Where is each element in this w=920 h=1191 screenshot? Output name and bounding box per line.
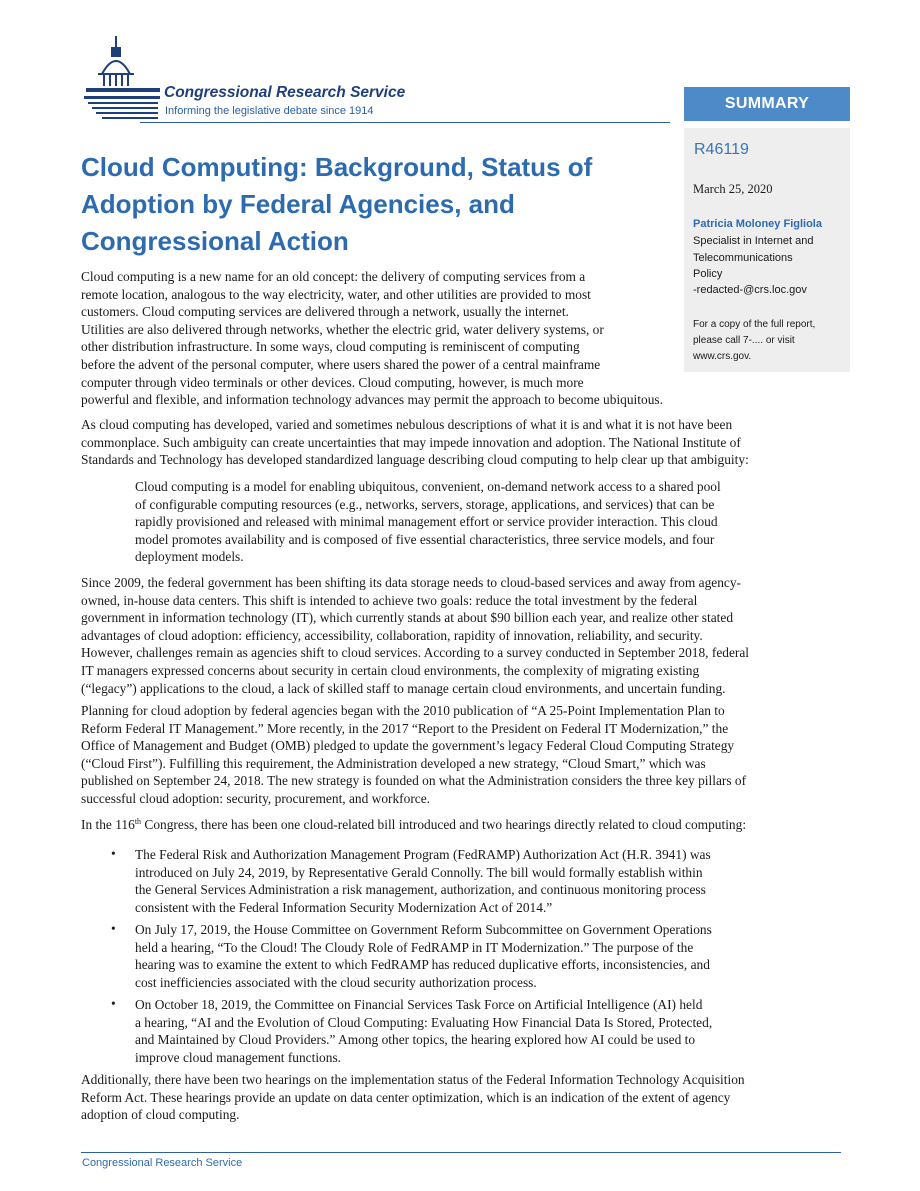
bullet-glyph: • [111,846,116,861]
text-line: IT managers expressed concerns about security in certain cloud environments, the complexity of migrating existing [81,662,700,678]
text-line: Reform Act. These hearings provide an update on data center optimization, which is an indication of the extent of agency [81,1089,731,1105]
text-line: owned, in-house data centers. This shift is intended to achieve two goals: reduce the total investment by the federal [81,592,698,608]
org-name: Congressional Research Service [164,84,406,101]
planning-paragraph [81,702,746,808]
text-line: advantages of cloud adoption: efficiency, accessibility, collaboration, rapidity of innovation, reliability, and security. [81,627,703,643]
text-line: On July 17, 2019, the House Committee on Government Reform Subcommittee on Government Operations [135,922,712,937]
text-line: (“Cloud First”). Fulfilling this requirement, the Administration developed a new strategy, “Cloud Smart,” which was [81,755,706,771]
summary-sidebar [684,128,850,372]
text-line: Cloud computing is a model for enabling ubiquitous, convenient, on-demand network access to a shared pool [135,479,721,494]
capitol-dome-icon [84,34,164,124]
text-line: improve cloud management functions. [135,1049,342,1065]
text-line: As cloud computing has developed, varied and sometimes nebulous descriptions of what it is and what it is not have been [81,417,733,432]
text-line: Since 2009, the federal government has been shifting its data storage needs to cloud-based services and away from agency- [81,575,742,590]
text-line: government in information technology (IT), which currently stands at about $90 billion each year, and realize other stated [81,610,734,626]
footer-divider [81,1152,841,1153]
text-line: computer through video terminals or other devices. Cloud computing, however, is much more [81,374,584,390]
text-line: Planning for cloud adoption by federal agencies began with the 2010 publication of “A 25-Point Implementation Plan to [81,703,725,718]
text-line: other distribution infrastructure. In some ways, cloud computing is reminiscent of computing [81,339,580,355]
superscript: th [134,817,142,826]
header-divider [140,122,670,123]
nist-definition-quote [135,478,721,566]
bullet-item [135,846,711,916]
text-line: introduced on July 24, 2019, by Representative Gerald Connolly. The bill would formally establish within [135,864,703,880]
author-title-line: Policy [693,268,723,280]
bullet-glyph: • [111,996,116,1011]
text-line: published on September 24, 2018. The new strategy is founded on what the Administration considers the three key pillars of [81,773,747,789]
document-title [81,149,641,260]
text-line: a hearing, “AI and the Evolution of Cloud Computing: Evaluating How Financial Data Is Stored, Protected, [135,1014,713,1030]
text-line [81,816,746,834]
text-line: Reform Federal IT Management.” More recently, in the 2017 “Report to the President on Federal IT Modernization,” the [81,720,729,736]
definition-intro-paragraph [81,416,749,469]
text-line: commonplace. Such ambiguity can create uncertainties that may impede innovation and adoption. The National Institute of [81,434,741,450]
text-line: deployment models. [135,549,244,565]
copy-note-line: please call 7-.... or visit [693,335,795,346]
author-name: Patricia Moloney Figliola [693,218,822,230]
text-line: On October 18, 2019, the Committee on Financial Services Task Force on Artificial Intelligence (AI) held [135,997,703,1012]
text-line: before the advent of the personal computer, where users shared the power of a central mainframe [81,356,601,372]
author-title [693,233,843,283]
text-line: Utilities are also delivered through networks, whether the electric grid, water delivery systems, or [81,321,604,337]
text-line: powerful and flexible, and information technology advances may permit the approach to become ubiquitous. [81,392,663,408]
copy-note-line: For a copy of the full report, [693,319,816,330]
text-line: Office of Management and Budget (OMB) pledged to update the government’s legacy Federal Cloud Computing Strategy [81,738,735,754]
text-line: the General Services Administration a risk management, authorization, and continuous monitoring process [135,882,706,898]
text-line: hearing was to examine the extent to which FedRAMP has reduced duplicative efforts, inconsistencies, and [135,957,710,973]
text-line: and Maintained by Cloud Providers.” Among other topics, the hearing explored how AI could be used to [135,1032,696,1048]
text-line: customers. Cloud computing services are delivered through a network, usually the internet. [81,304,569,320]
title-line: Adoption by Federal Agencies, and [81,189,515,219]
bullet-item [135,996,712,1066]
title-line: Congressional Action [81,226,349,256]
text-line: cost inefficiencies associated with the cloud security authorization process. [135,974,537,990]
text-line: model promotes availability and is composed of five essential characteristics, three service models, and four [135,531,715,547]
text-line: remote location, analogous to the way electricity, water, and other utilities are provided to most [81,286,591,302]
text-fragment: In the 116 [81,817,135,832]
text-line: The Federal Risk and Authorization Management Program (FedRAMP) Authorization Act (H.R. 3941) was [135,847,711,862]
author-title-line: Specialist in Internet and [693,235,814,247]
crs-logo [84,34,484,124]
text-line: However, challenges remain as agencies shift to cloud services. According to a survey conducted in September 2018, federal [81,645,750,661]
federal-shift-paragraph [81,574,749,697]
text-line: successful cloud adoption: security, procurement, and workforce. [81,790,431,806]
report-date: March 25, 2020 [693,182,773,196]
text-line: adoption of cloud computing. [81,1107,240,1123]
author-title-line: Telecommunications [693,251,793,264]
text-fragment: Congress, there has been one cloud-related bill introduced and two hearings directly related to cloud computing: [141,817,747,832]
text-line: held a hearing, “To the Cloud! The Cloudy Role of FedRAMP in IT Modernization.” The purpose of the [135,939,694,955]
text-line: Cloud computing is a new name for an old concept: the delivery of computing services from a [81,269,586,284]
author-email[interactable]: -redacted-@crs.loc.gov [693,284,807,296]
footer-text: Congressional Research Service [82,1157,243,1169]
text-line: of configurable computing resources (e.g., networks, servers, storage, applications, and services) that can be [135,496,715,512]
text-line: Standards and Technology has developed standardized language describing cloud computing to help clear up that ambiguity: [81,452,749,468]
text-line: (“legacy”) applications to the cloud, a lack of skilled staff to manage certain cloud environments, and uncertain funding. [81,680,726,696]
copy-note [693,317,847,365]
text-line: Additionally, there have been two hearings on the implementation status of the Federal Information Technology Acquisition [81,1072,745,1087]
text-line: consistent with the Federal Information Security Modernization Act of 2014.” [135,899,553,915]
bullet-item [135,921,712,991]
org-tagline: Informing the legislative debate since 1914 [165,105,374,117]
congress-paragraph [81,816,746,834]
text-line: rapidly provisioned and released with minimal management effort or service provider interaction. This cloud [135,514,718,530]
bullet-glyph: • [111,921,116,936]
title-line: Cloud Computing: Background, Status of [81,152,593,182]
summary-heading: SUMMARY [684,87,850,121]
intro-paragraph [81,268,663,409]
closing-paragraph [81,1071,745,1124]
report-number: R46119 [694,141,749,158]
copy-note-link[interactable]: www.crs.gov. [693,351,752,362]
